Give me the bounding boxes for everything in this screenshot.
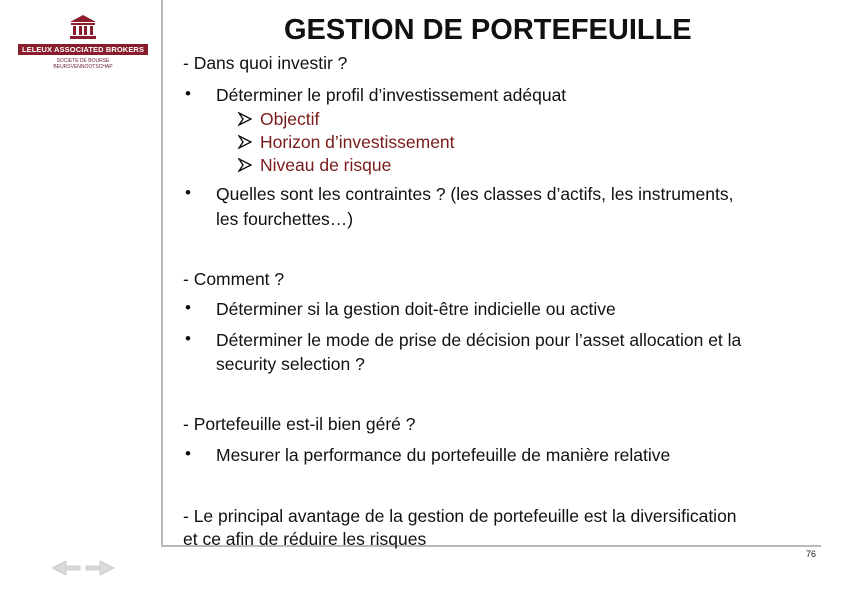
- page-number: 76: [806, 549, 817, 559]
- section1-heading: - Dans quoi investir ?: [183, 53, 348, 73]
- section3-heading: - Portefeuille est-il bien géré ?: [183, 414, 416, 434]
- section2-bullet2-line2: security selection ?: [216, 354, 365, 374]
- section1-bullet2-line2: les fourchettes…): [216, 209, 354, 229]
- conclusion-line1: - Le principal avantage de la gestion de portefeuille est la diversification: [183, 506, 737, 526]
- section1-bullet2-line1: Quelles sont les contraintes ? (les classes d’actifs, les instruments,: [216, 184, 734, 204]
- bullet-icon: •: [185, 298, 191, 317]
- subitem-horizon: Horizon d’investissement: [260, 132, 455, 152]
- company-logo: [18, 14, 148, 74]
- logo-subtitle-2: BEURSVENNOOTSCHAP: [53, 64, 113, 70]
- section2-heading: - Comment ?: [183, 269, 285, 289]
- arrow-bullet-icon: [238, 158, 252, 172]
- page-title: GESTION DE PORTEFEUILLE: [284, 14, 692, 46]
- slide-navigation: [50, 560, 116, 576]
- next-arrow-icon[interactable]: [84, 560, 116, 576]
- bullet-icon: •: [185, 329, 191, 348]
- section3-bullet1: Mesurer la performance du portefeuille de manière relative: [216, 445, 671, 465]
- section2-bullet1: Déterminer si la gestion doit-être indicielle ou active: [216, 299, 616, 319]
- arrow-bullet-icon: [238, 112, 252, 126]
- building-icon: [68, 14, 98, 40]
- logo-subtitle-1: SOCIETE DE BOURSE: [56, 58, 110, 64]
- bullet-icon: •: [185, 84, 191, 103]
- logo-name: LELEUX ASSOCIATED BROKERS: [18, 44, 148, 55]
- subitem-risque: Niveau de risque: [260, 155, 392, 175]
- section1-bullet1: Déterminer le profil d’investissement adéquat: [216, 85, 567, 105]
- section2-bullet2-line1: Déterminer le mode de prise de décision pour l’asset allocation et la: [216, 330, 742, 350]
- prev-arrow-icon[interactable]: [50, 560, 82, 576]
- conclusion-line2: et ce afin de réduire les risques: [183, 529, 427, 549]
- bullet-icon: •: [185, 183, 191, 202]
- arrow-bullet-icon: [238, 135, 252, 149]
- subitem-objectif: Objectif: [260, 109, 320, 129]
- bullet-icon: •: [185, 444, 191, 463]
- sidebar-divider: [161, 0, 163, 546]
